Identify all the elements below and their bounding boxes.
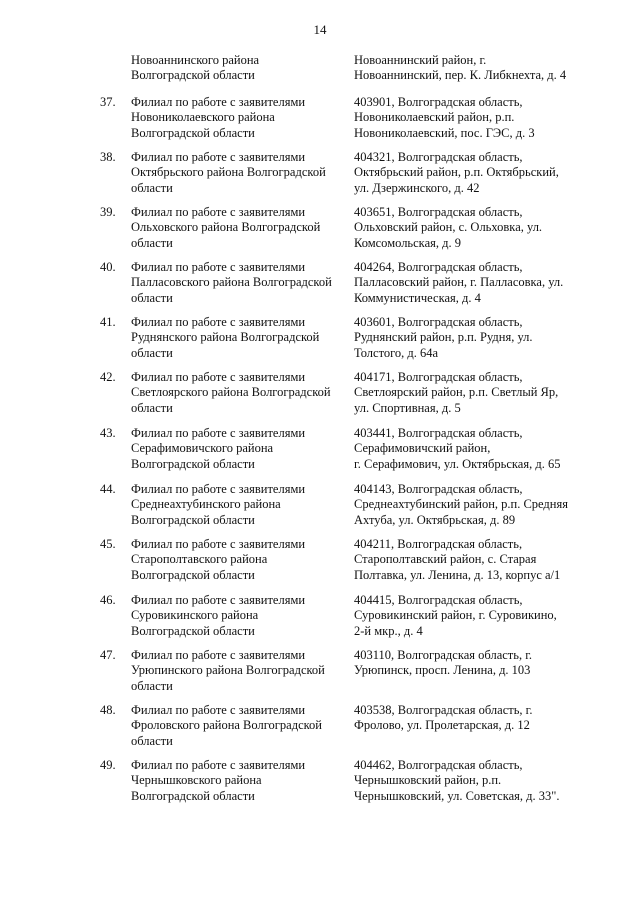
branch-address-line: г. Серафимович, ул. Октябрьская, д. 65 bbox=[354, 456, 561, 471]
branch-name-line: Светлоярского района Волгоградской bbox=[131, 385, 331, 400]
branch-address bbox=[354, 482, 594, 528]
branch-name-line: Волгоградской области bbox=[131, 68, 255, 83]
branch-address bbox=[354, 703, 594, 734]
branch-name bbox=[131, 482, 341, 528]
branch-address-line: Светлоярский район, р.п. Светлый Яр, bbox=[354, 385, 559, 400]
branch-name-line: Среднеахтубинского района bbox=[131, 497, 281, 512]
branch-name-line: Старополтавского района bbox=[131, 552, 268, 567]
branch-name-line: Волгоградской области bbox=[131, 567, 255, 582]
branch-address-line: 403901, Волгоградская область, bbox=[354, 95, 523, 109]
branch-name bbox=[131, 95, 341, 141]
branch-name-line: Новоаннинского района bbox=[131, 53, 260, 67]
branch-address-line: Фролово, ул. Пролетарская, д. 12 bbox=[354, 718, 530, 733]
branch-address-line: 404321, Волгоградская область, bbox=[354, 150, 523, 164]
branch-name-line: Урюпинского района Волгоградской bbox=[131, 663, 325, 678]
branch-name-line: Суровикинского района bbox=[131, 608, 259, 623]
branch-address-line: 403110, Волгоградская область, г. bbox=[354, 648, 533, 662]
entry-number: 43. bbox=[100, 426, 116, 440]
branch-name-line: Филиал по работе с заявителями bbox=[131, 260, 306, 274]
branch-address-line: 403651, Волгоградская область, bbox=[354, 205, 523, 219]
branch-address-line: Чернышковский район, р.п. bbox=[354, 773, 502, 788]
branch-name bbox=[131, 648, 341, 694]
branch-name-line: области bbox=[131, 290, 173, 305]
branch-address-line: Палласовский район, г. Палласовка, ул. bbox=[354, 275, 564, 290]
branch-address-line: Октябрьский район, р.п. Октябрьский, bbox=[354, 165, 559, 180]
branch-name bbox=[131, 537, 341, 583]
entry-number: 44. bbox=[100, 482, 116, 496]
branch-address-line: Новониколаевский район, р.п. bbox=[354, 110, 515, 125]
branch-address bbox=[354, 537, 594, 583]
branch-name-line: Волгоградской области bbox=[131, 623, 255, 638]
entry-number: 39. bbox=[100, 205, 116, 219]
branch-address-line: Ахтуба, ул. Октябрьская, д. 89 bbox=[354, 512, 516, 527]
entry-number: 41. bbox=[100, 315, 116, 329]
branch-address bbox=[354, 150, 594, 196]
branch-address bbox=[354, 426, 594, 472]
branch-address-line: 2-й мкр., д. 4 bbox=[354, 623, 423, 638]
branch-address-line: 404211, Волгоградская область, bbox=[354, 537, 523, 551]
branch-name-line: области bbox=[131, 235, 173, 250]
branch-name-line: Филиал по работе с заявителями bbox=[131, 315, 306, 329]
branch-address-line: Ольховский район, с. Ольховка, ул. bbox=[354, 220, 543, 235]
branch-address-line: ул. Спортивная, д. 5 bbox=[354, 400, 461, 415]
branch-name bbox=[131, 53, 341, 84]
branch-address-line: Новониколаевский, пос. ГЭС, д. 3 bbox=[354, 125, 535, 140]
branch-address-line: Новоаннинский район, г. bbox=[354, 53, 487, 67]
branch-address-line: 403441, Волгоградская область, bbox=[354, 426, 523, 440]
branch-name bbox=[131, 703, 341, 749]
branch-name bbox=[131, 150, 341, 196]
branch-name-line: Волгоградской области bbox=[131, 125, 255, 140]
branch-address-line: Толстого, д. 64а bbox=[354, 345, 439, 360]
branch-address-line: Среднеахтубинский район, р.п. Средняя bbox=[354, 497, 568, 512]
branch-address-line: 404264, Волгоградская область, bbox=[354, 260, 523, 274]
branch-name-line: Филиал по работе с заявителями bbox=[131, 370, 306, 384]
branch-address-line: 403601, Волгоградская область, bbox=[354, 315, 523, 329]
branch-address-line: Урюпинск, просп. Ленина, д. 103 bbox=[354, 663, 531, 678]
branch-name-line: Филиал по работе с заявителями bbox=[131, 758, 306, 772]
branch-address-line: ул. Дзержинского, д. 42 bbox=[354, 180, 480, 195]
branch-name-line: Октябрьского района Волгоградской bbox=[131, 165, 326, 180]
entry-number: 38. bbox=[100, 150, 116, 164]
entry-number: 46. bbox=[100, 593, 116, 607]
branch-name-line: Филиал по работе с заявителями bbox=[131, 482, 306, 496]
branch-address-line: 404462, Волгоградская область, bbox=[354, 758, 523, 772]
branch-name-line: Руднянского района Волгоградской bbox=[131, 330, 320, 345]
entry-number: 40. bbox=[100, 260, 116, 274]
branch-name-line: Филиал по работе с заявителями bbox=[131, 95, 306, 109]
branch-address-line: Коммунистическая, д. 4 bbox=[354, 290, 481, 305]
branch-name bbox=[131, 205, 341, 251]
branch-address-line: Руднянский район, р.п. Рудня, ул. bbox=[354, 330, 533, 345]
branch-address bbox=[354, 593, 594, 639]
branch-name-line: области bbox=[131, 400, 173, 415]
branch-address-line: Серафимовичский район, bbox=[354, 441, 491, 456]
branch-name-line: Новониколаевского района bbox=[131, 110, 275, 125]
branch-address-line: Суровикинский район, г. Суровикино, bbox=[354, 608, 557, 623]
branch-name-line: Серафимовичского района bbox=[131, 441, 274, 456]
branch-name bbox=[131, 426, 341, 472]
branch-address bbox=[354, 648, 594, 679]
branch-address bbox=[354, 260, 594, 306]
branch-name-line: Волгоградской области bbox=[131, 512, 255, 527]
branch-name-line: Филиал по работе с заявителями bbox=[131, 703, 306, 717]
branch-address-line: Полтавка, ул. Ленина, д. 13, корпус а/1 bbox=[354, 567, 561, 582]
branch-address-line: 404171, Волгоградская область, bbox=[354, 370, 523, 384]
branch-address bbox=[354, 315, 594, 361]
branch-address-line: Старополтавский район, с. Старая bbox=[354, 552, 537, 567]
branch-address bbox=[354, 95, 594, 141]
branch-name bbox=[131, 370, 341, 416]
branch-name-line: Чернышковского района bbox=[131, 773, 262, 788]
branch-name bbox=[131, 758, 341, 804]
branch-address-line: Чернышковский, ул. Советская, д. 33". bbox=[354, 788, 560, 803]
branch-address bbox=[354, 758, 594, 804]
branch-address bbox=[354, 205, 594, 251]
branch-name-line: Волгоградской области bbox=[131, 788, 255, 803]
branch-name-line: области bbox=[131, 180, 173, 195]
branch-address-line: 404143, Волгоградская область, bbox=[354, 482, 523, 496]
entry-number: 42. bbox=[100, 370, 116, 384]
branch-name-line: Палласовского района Волгоградской bbox=[131, 275, 332, 290]
branch-address-line: Новоаннинский, пер. К. Либкнехта, д. 4 bbox=[354, 68, 567, 83]
branch-name-line: Филиал по работе с заявителями bbox=[131, 648, 306, 662]
branch-name-line: Филиал по работе с заявителями bbox=[131, 426, 306, 440]
branch-name bbox=[131, 315, 341, 361]
branch-name-line: Волгоградской области bbox=[131, 456, 255, 471]
branch-name-line: области bbox=[131, 345, 173, 360]
branch-name-line: Филиал по работе с заявителями bbox=[131, 593, 306, 607]
entry-number: 49. bbox=[100, 758, 116, 772]
branch-address bbox=[354, 53, 594, 84]
branch-name-line: Ольховского района Волгоградской bbox=[131, 220, 321, 235]
branch-name bbox=[131, 260, 341, 306]
branch-address-line: 403538, Волгоградская область, г. bbox=[354, 703, 533, 717]
branch-address-line: 404415, Волгоградская область, bbox=[354, 593, 523, 607]
branch-name bbox=[131, 593, 341, 639]
entry-number: 47. bbox=[100, 648, 116, 662]
branch-address bbox=[354, 370, 594, 416]
page-number: 14 bbox=[313, 22, 327, 37]
branch-address-line: Комсомольская, д. 9 bbox=[354, 235, 461, 250]
branch-name-line: Фроловского района Волгоградской bbox=[131, 718, 322, 733]
branch-name-line: области bbox=[131, 678, 173, 693]
branch-name-line: Филиал по работе с заявителями bbox=[131, 537, 306, 551]
branch-name-line: Филиал по работе с заявителями bbox=[131, 150, 306, 164]
entry-number: 45. bbox=[100, 537, 116, 551]
entry-number: 48. bbox=[100, 703, 116, 717]
branch-name-line: области bbox=[131, 733, 173, 748]
branch-name-line: Филиал по работе с заявителями bbox=[131, 205, 306, 219]
entry-number: 37. bbox=[100, 95, 116, 109]
